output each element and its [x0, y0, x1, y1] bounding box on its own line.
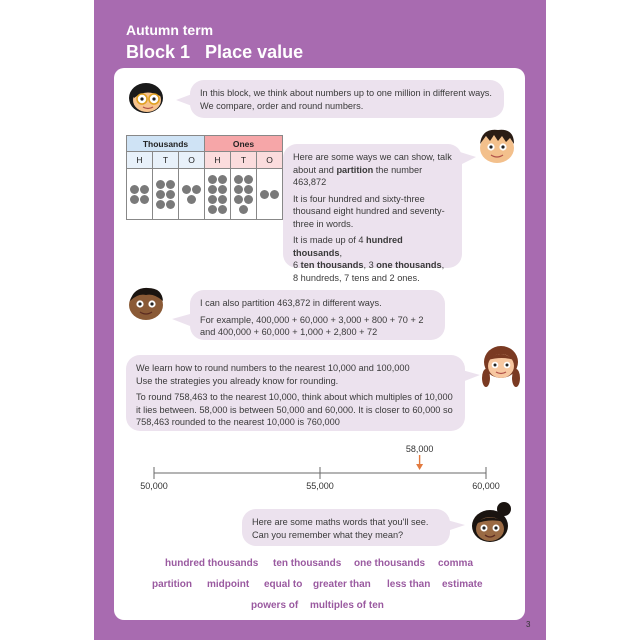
- place-value-counter: [130, 195, 139, 204]
- counter-cell: [153, 169, 179, 220]
- boy-face-icon: [474, 124, 520, 166]
- vocab-word: ten thousands: [273, 558, 342, 569]
- vocab-word: one thousands: [354, 558, 426, 569]
- vocab-word: comma: [438, 558, 474, 569]
- alt-partition-line: I can also partition 463,872 in different ways.: [200, 298, 382, 308]
- marker-label: 58,000: [405, 444, 434, 454]
- maths-words-speech-bubble: [242, 509, 450, 546]
- text-span: 8 hundreds, 7 tens and 2 ones.: [293, 272, 420, 283]
- page-number: 3: [526, 620, 531, 629]
- block-name: Place value: [205, 42, 304, 62]
- place-value-counter: [140, 185, 149, 194]
- text-span: 6: [293, 260, 301, 270]
- text-span: ,: [441, 260, 445, 270]
- column-header: H: [205, 152, 231, 169]
- bubble-tail: [460, 152, 476, 165]
- number-line-label: 60,000: [472, 481, 500, 491]
- bubble-tail: [447, 520, 465, 531]
- place-value-counter: [244, 185, 253, 194]
- bold-term: one thousands: [376, 260, 442, 270]
- place-value-counter: [166, 200, 175, 209]
- place-value-counter: [208, 195, 217, 204]
- bubble-tail: [172, 314, 190, 326]
- ones-header: Ones: [205, 136, 283, 152]
- rounding-line: Use the strategies you already know for rounding.: [136, 375, 339, 386]
- counter-cell: [231, 169, 257, 220]
- girl-pigtails-face-icon: [480, 342, 522, 390]
- counter-cell: [127, 169, 153, 220]
- place-value-counter: [166, 180, 175, 189]
- partition-intro: [293, 151, 452, 189]
- place-value-counter: [208, 175, 217, 184]
- thousands-header: Thousands: [127, 136, 205, 152]
- place-value-counter: [234, 185, 243, 194]
- place-value-counter: [260, 190, 269, 199]
- counter-group: [181, 185, 203, 204]
- place-value-counter: [239, 205, 248, 214]
- girl-bun-face-icon: [466, 500, 516, 548]
- place-value-counter: [234, 195, 243, 204]
- alt-partition-speech-bubble: [190, 290, 445, 340]
- column-header: T: [231, 152, 257, 169]
- place-value-counter: [130, 185, 139, 194]
- bold-term: hundred thousands: [293, 235, 403, 258]
- place-value-counter: [244, 195, 253, 204]
- place-value-counter: [140, 195, 149, 204]
- place-value-counter: [234, 175, 243, 184]
- vocab-word: partition: [152, 579, 192, 590]
- partition-speech-bubble: [283, 144, 462, 283]
- rounding-example: To round 758,463 to the nearest 10,000, think about which multiples of 10,000 it lies between. 58,000 is between 50,000 and 60,000. It is closer to 60,000 so 758,463 rounded to the nearest 10,000 is 760,000: [136, 392, 453, 427]
- number-line: [130, 440, 510, 500]
- alt-partition-line: For example, 400,000 + 60,000 + 3,000 + 800 + 70 + 2: [200, 314, 424, 325]
- bold-term: ten thousands: [300, 260, 364, 270]
- text-span: Here are some ways we can show, talk about and: [293, 152, 452, 175]
- intro-text: In this block, we think about numbers up to one million in different ways. We compare, order and round numbers.: [200, 88, 492, 111]
- vocab-word: multiples of ten: [310, 600, 384, 611]
- block-number: Block 1: [126, 42, 191, 62]
- text-span: It is made up of 4: [293, 235, 367, 245]
- place-value-counter: [192, 185, 201, 194]
- vocab-word: powers of: [251, 600, 299, 611]
- place-value-counter: [218, 205, 227, 214]
- place-value-counter: [244, 175, 253, 184]
- text-span: the number 463,872: [293, 164, 423, 187]
- column-header: O: [179, 152, 205, 169]
- counter-group: [259, 190, 281, 199]
- counter-group: [233, 175, 255, 214]
- made-up-of: [293, 234, 452, 284]
- place-value-counter: [156, 180, 165, 189]
- place-value-counter: [182, 185, 191, 194]
- vocab-word: estimate: [442, 579, 483, 590]
- column-header: T: [153, 152, 179, 169]
- block-title: [126, 42, 303, 63]
- place-value-counter: [208, 205, 217, 214]
- bold-term: partition: [336, 164, 374, 175]
- intro-speech-bubble: [190, 80, 504, 118]
- number-line-label: 55,000: [306, 481, 334, 491]
- rounding-speech-bubble: [126, 355, 465, 431]
- place-value-table: [126, 135, 283, 220]
- vocab-word: less than: [387, 579, 431, 590]
- place-value-counter: [218, 185, 227, 194]
- maths-words-line: Can you remember what they mean?: [252, 529, 404, 540]
- text-span: ,: [339, 247, 343, 258]
- place-value-counter: [208, 185, 217, 194]
- number-line-label: 50,000: [140, 481, 168, 491]
- vocab-word: equal to: [264, 579, 303, 590]
- counter-group: [207, 175, 229, 214]
- place-value-counter: [156, 190, 165, 199]
- term-label: Autumn term: [126, 22, 214, 38]
- place-value-counter: [156, 200, 165, 209]
- column-header: H: [127, 152, 153, 169]
- counter-cell: [179, 169, 205, 220]
- bubble-tail: [462, 370, 480, 382]
- girl-glasses-face-icon: [124, 76, 170, 116]
- number-in-words: It is four hundred and sixty-three thousand eight hundred and seventy-three in words.: [293, 193, 445, 229]
- place-value-counter: [270, 190, 279, 199]
- vocab-word: hundred thousands: [165, 558, 259, 569]
- text-span: , 3: [363, 260, 377, 270]
- counter-group: [155, 180, 177, 209]
- counter-cell: [205, 169, 231, 220]
- maths-words-line: Here are some maths words that you'll see.: [252, 517, 429, 527]
- place-value-counter: [218, 175, 227, 184]
- rounding-line: We learn how to round numbers to the nearest 10,000 and 100,000: [136, 363, 410, 373]
- counter-group: [129, 185, 151, 204]
- bubble-tail: [176, 94, 192, 106]
- vocab-word: greater than: [313, 579, 371, 590]
- down-arrow-icon: [416, 455, 423, 470]
- place-value-counter: [166, 190, 175, 199]
- place-value-counter: [187, 195, 196, 204]
- column-header: O: [257, 152, 283, 169]
- counter-cell: [257, 169, 283, 220]
- vocab-word: midpoint: [207, 579, 250, 590]
- alt-partition-line: and 400,000 + 60,000 + 1,000 + 2,800 + 72: [200, 327, 378, 337]
- boy-face-icon: [124, 283, 170, 323]
- place-value-counter: [218, 195, 227, 204]
